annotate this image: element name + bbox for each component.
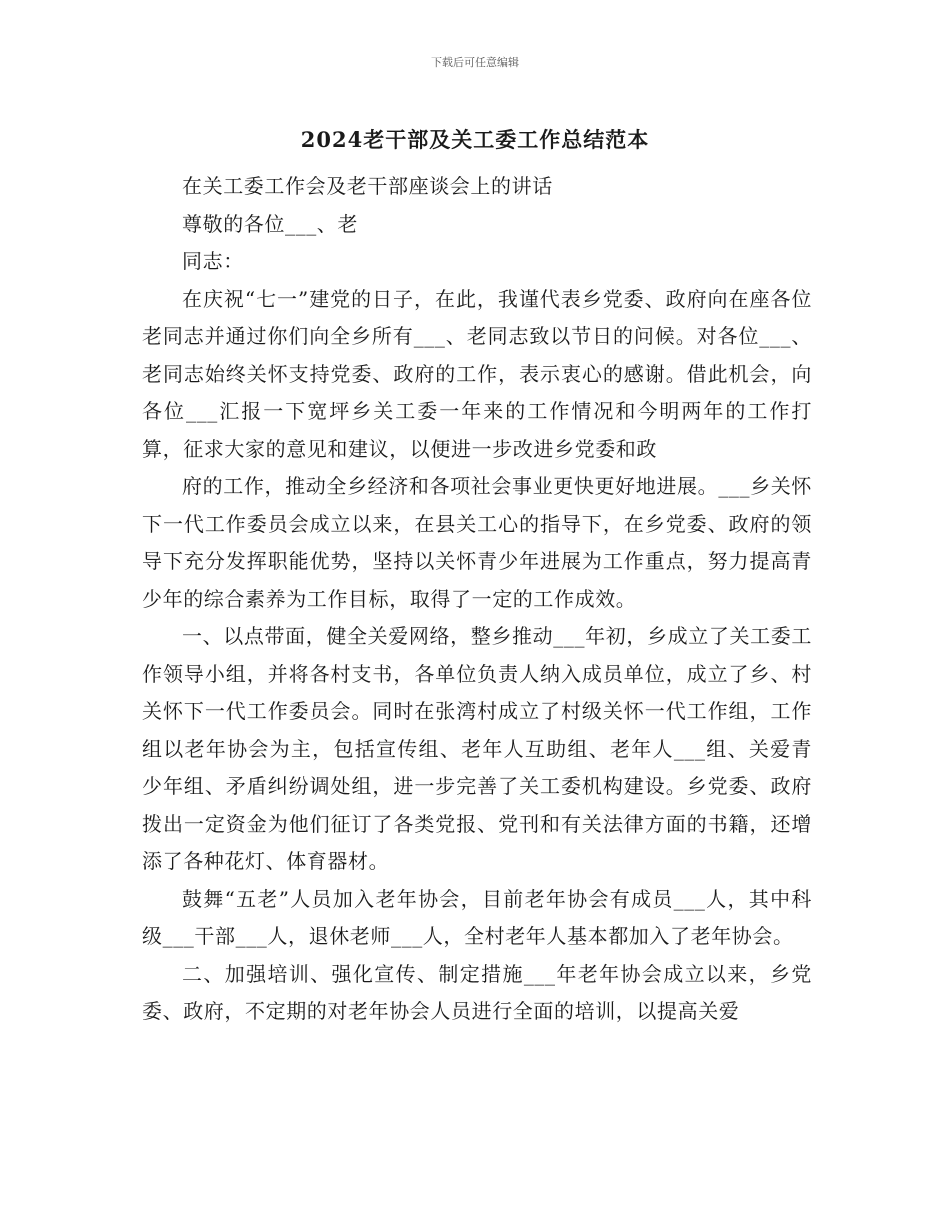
document-title: 2024老干部及关工委工作总结范本	[300, 127, 650, 152]
paragraph-section-two: 二、加强培训、强化宣传、制定措施___年老年协会成立以来，乡党委、政府，不定期的对老年协会人员进行全面的培训，以提高关爱	[142, 961, 812, 1023]
paragraph-salutation-cont: 同志：	[182, 249, 244, 273]
paragraph-speech-title: 在关工委工作会及老干部座谈会上的讲话	[182, 174, 553, 198]
document-body	[142, 168, 812, 1031]
paragraph-salutation: 尊敬的各位___、老	[182, 211, 358, 236]
paragraph-intro: 在庆祝“七一”建党的日子，在此，我谨代表乡党委、政府向在座各位老同志并通过你们向全乡所有___、老同志致以节日的问候。对各位___、老同志始终关怀支持党委、政府的工作，表示衷心的感谢。借此机会，向各位___汇报一下宽坪乡关工委一年来的工作情况和今明两年的工作打算，征求大家的意见和建议，以便进一步改进乡党委和政	[142, 286, 812, 461]
header-note: 下载后可任意编辑	[431, 56, 519, 69]
paragraph-members: 鼓舞“五老”人员加入老年协会，目前老年协会有成员___人，其中科级___干部___人，退休老师___人，全村老年人基本都加入了老年协会。	[142, 886, 812, 948]
paragraph-overview: 府的工作，推动全乡经济和各项社会事业更快更好地进展。___乡关怀下一代工作委员会成立以来，在县关工心的指导下，在乡党委、政府的领导下充分发挥职能优势，坚持以关怀青少年进展为工作重点，努力提高青少年的综合素养为工作目标，取得了一定的工作成效。	[142, 474, 812, 611]
paragraph-section-one: 一、以点带面，健全关爱网络，整乡推动___年初，乡成立了关工委工作领导小组，并将各村支书，各单位负责人纳入成员单位，成立了乡、村关怀下一代工作委员会。同时在张湾村成立了村级关怀一代工作组，工作组以老年协会为主，包括宣传组、老年人互助组、老年人___组、关爱青少年组、矛盾纠纷调处组，进一步完善了关工委机构建设。乡党委、政府拨出一定资金为他们征订了各类党报、党刊和有关法律方面的书籍，还增添了各种花灯、体育器材。	[142, 624, 812, 873]
